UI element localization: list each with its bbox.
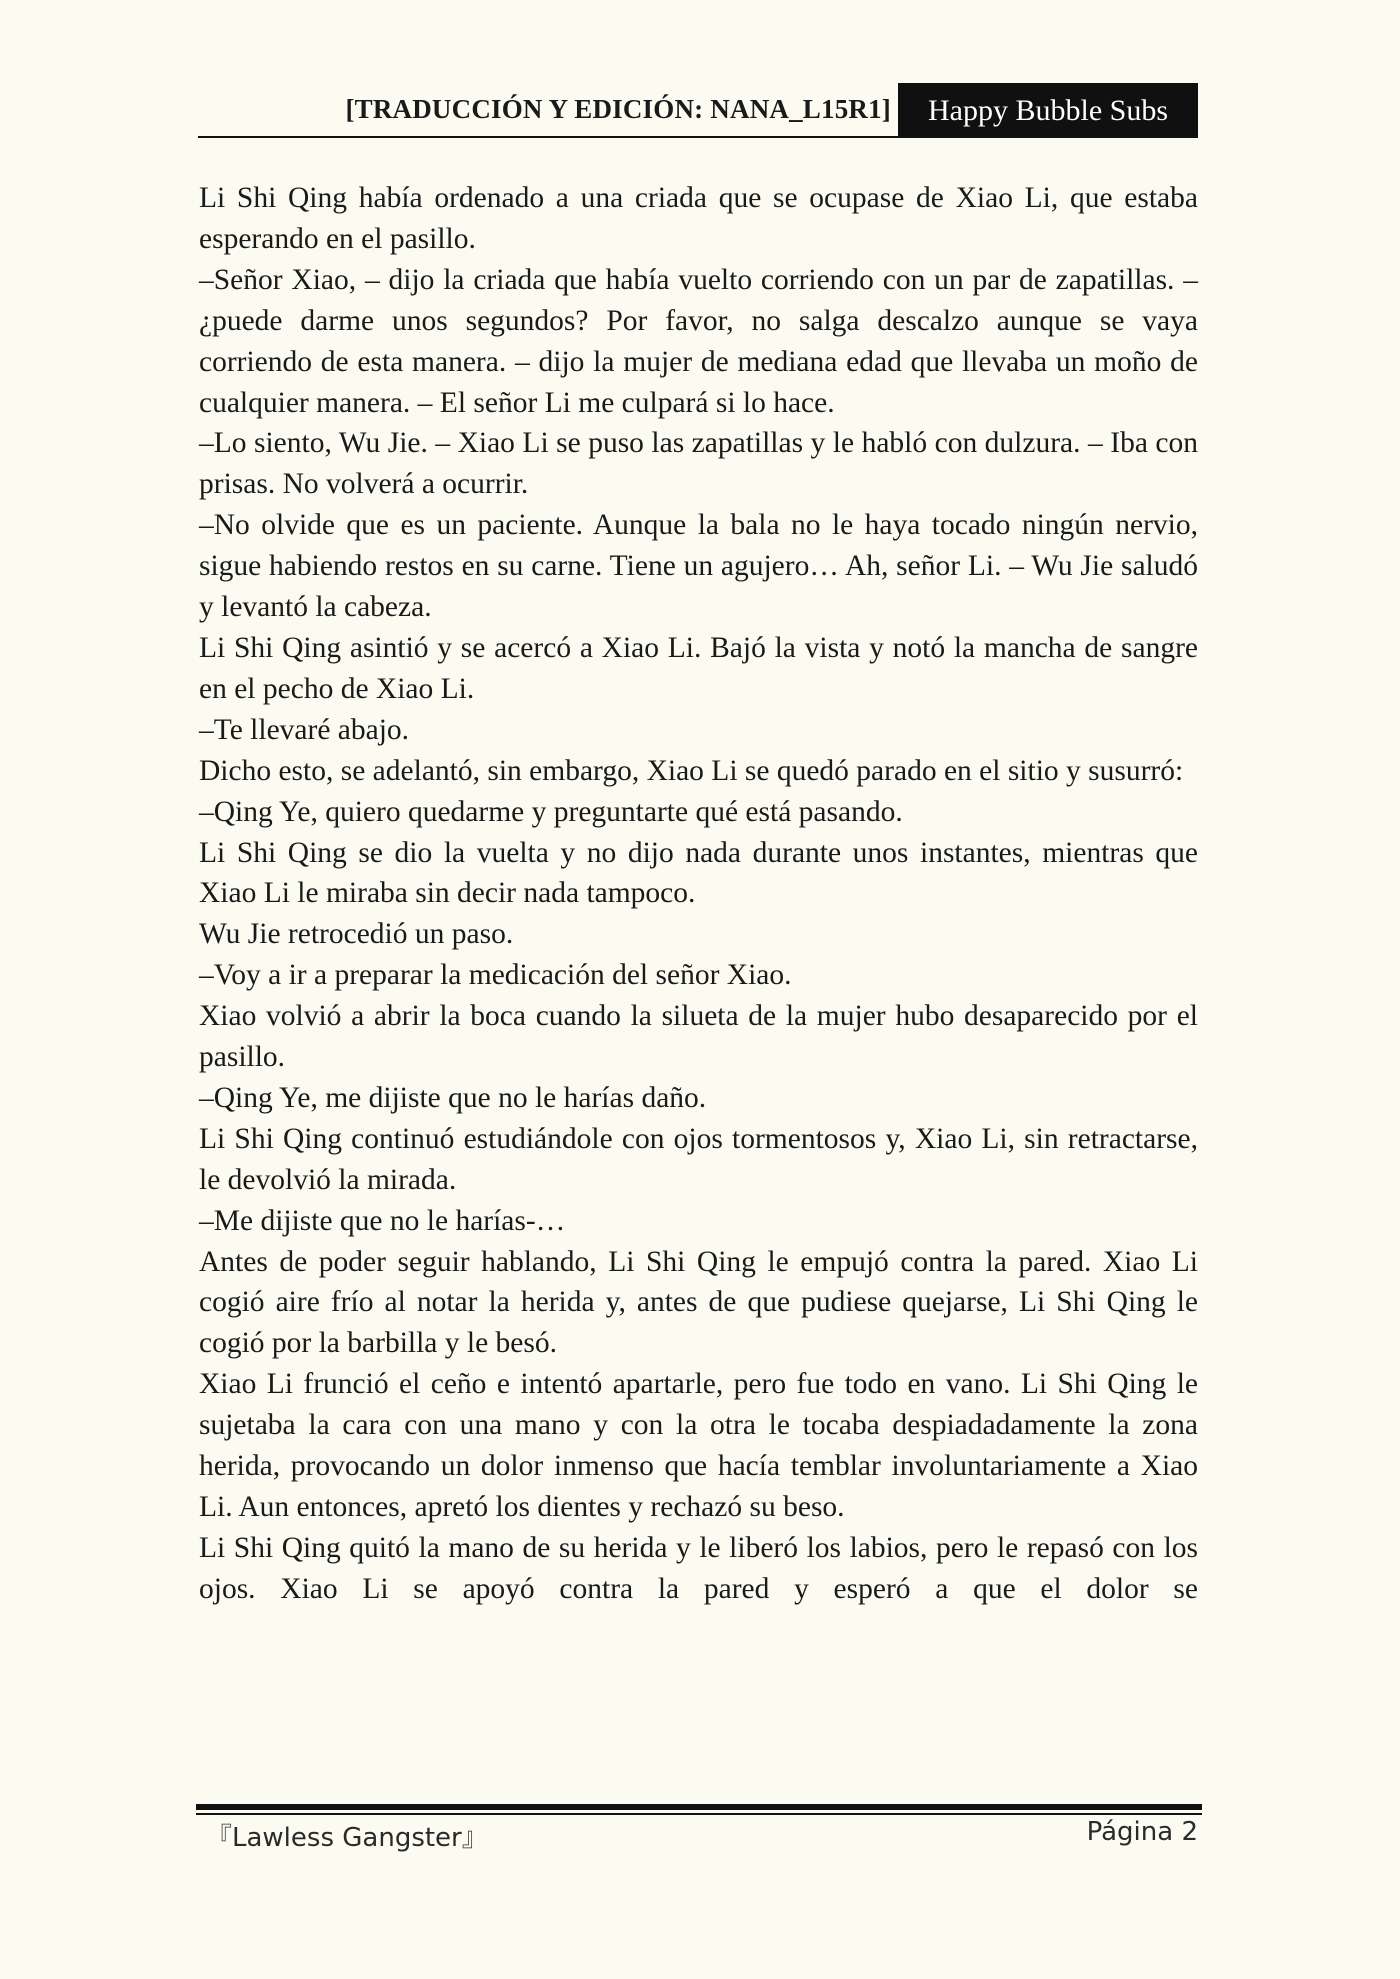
footer-divider-thick (196, 1804, 1202, 1810)
book-title: 『Lawless Gangster』 (206, 1823, 488, 1853)
page-number: Página 2 (1086, 1817, 1198, 1847)
paragraph: Li Shi Qing continuó estudiándole con ojos tormentosos y, Xiao Li, sin retractarse, le devolvió la mirada. (199, 1122, 1198, 1196)
footer-divider-thin (196, 1813, 1202, 1815)
paragraph: –Te llevaré abajo. (199, 713, 410, 746)
paragraph: –No olvide que es un paciente. Aunque la bala no le haya tocado ningún nervio, sigue habiendo restos en su carne. Tiene un agujero… Ah, señor Li. – Wu Jie saludó y levantó la cabeza. (199, 509, 1198, 624)
paragraph: Li Shi Qing se dio la vuelta y no dijo nada durante unos instantes, mientras que Xiao Li le miraba sin decir nada tampoco. (199, 836, 1198, 910)
paragraph: –Voy a ir a preparar la medicación del señor Xiao. (199, 959, 792, 992)
translation-credit: [TRADUCCIÓN Y EDICIÓN: NANA_L15R1] (345, 94, 891, 124)
paragraph: Li Shi Qing había ordenado a una criada que se ocupase de Xiao Li, que estaba esperando en el pasillo. (199, 182, 1198, 255)
group-badge: Happy Bubble Subs (898, 83, 1198, 138)
paragraph: –Me dijiste que no le harías-… (199, 1204, 566, 1237)
page-header (198, 80, 1198, 138)
paragraph: –Señor Xiao, – dijo la criada que había vuelto corriendo con un par de zapatillas. – ¿puede darme unos segundos? Por favor, no salga descalzo aunque se vaya corriendo de esta manera. – dijo la mujer de mediana edad que llevaba un moño de cualquier manera. – El señor Li me culpará si lo hace. (199, 263, 1198, 419)
paragraph: Dicho esto, se adelantó, sin embargo, Xiao Li se quedó parado en el sitio y susurró: (199, 754, 1184, 787)
paragraph: Xiao volvió a abrir la boca cuando la silueta de la mujer hubo desaparecido por el pasillo. (199, 1000, 1198, 1074)
paragraph: –Qing Ye, me dijiste que no le harías daño. (199, 1081, 707, 1114)
paragraph: Antes de poder seguir hablando, Li Shi Qing le empujó contra la pared. Xiao Li cogió aire frío al notar la herida y, antes de que pudiese quejarse, Li Shi Qing le cogió por la barbilla y le besó. (199, 1245, 1198, 1360)
paragraph-continued: Li Shi Qing quitó la mano de su herida y le liberó los labios, pero le repasó con los ojos. Xiao Li se apoyó contra la pared y esperó a que el dolor se (199, 1531, 1198, 1605)
paragraph: Li Shi Qing asintió y se acercó a Xiao Li. Bajó la vista y notó la mancha de sangre en el pecho de Xiao Li. (199, 631, 1198, 705)
paragraph: Xiao Li frunció el ceño e intentó apartarle, pero fue todo en vano. Li Shi Qing le sujetaba la cara con una mano y con la otra le tocaba despiadadamente la zona herida, provocando un dolor inmenso que hacía temblar involuntariamente a Xiao Li. Aun entonces, apretó los dientes y rechazó su beso. (199, 1368, 1198, 1523)
chapter-body (199, 178, 1198, 1610)
paragraph: –Lo siento, Wu Jie. – Xiao Li se puso las zapatillas y le habló con dulzura. – Iba con prisas. No volverá a ocurrir. (199, 427, 1198, 501)
header-divider (198, 136, 1198, 138)
paragraph: Wu Jie retrocedió un paso. (199, 918, 514, 951)
paragraph: –Qing Ye, quiero quedarme y preguntarte qué está pasando. (199, 795, 903, 828)
